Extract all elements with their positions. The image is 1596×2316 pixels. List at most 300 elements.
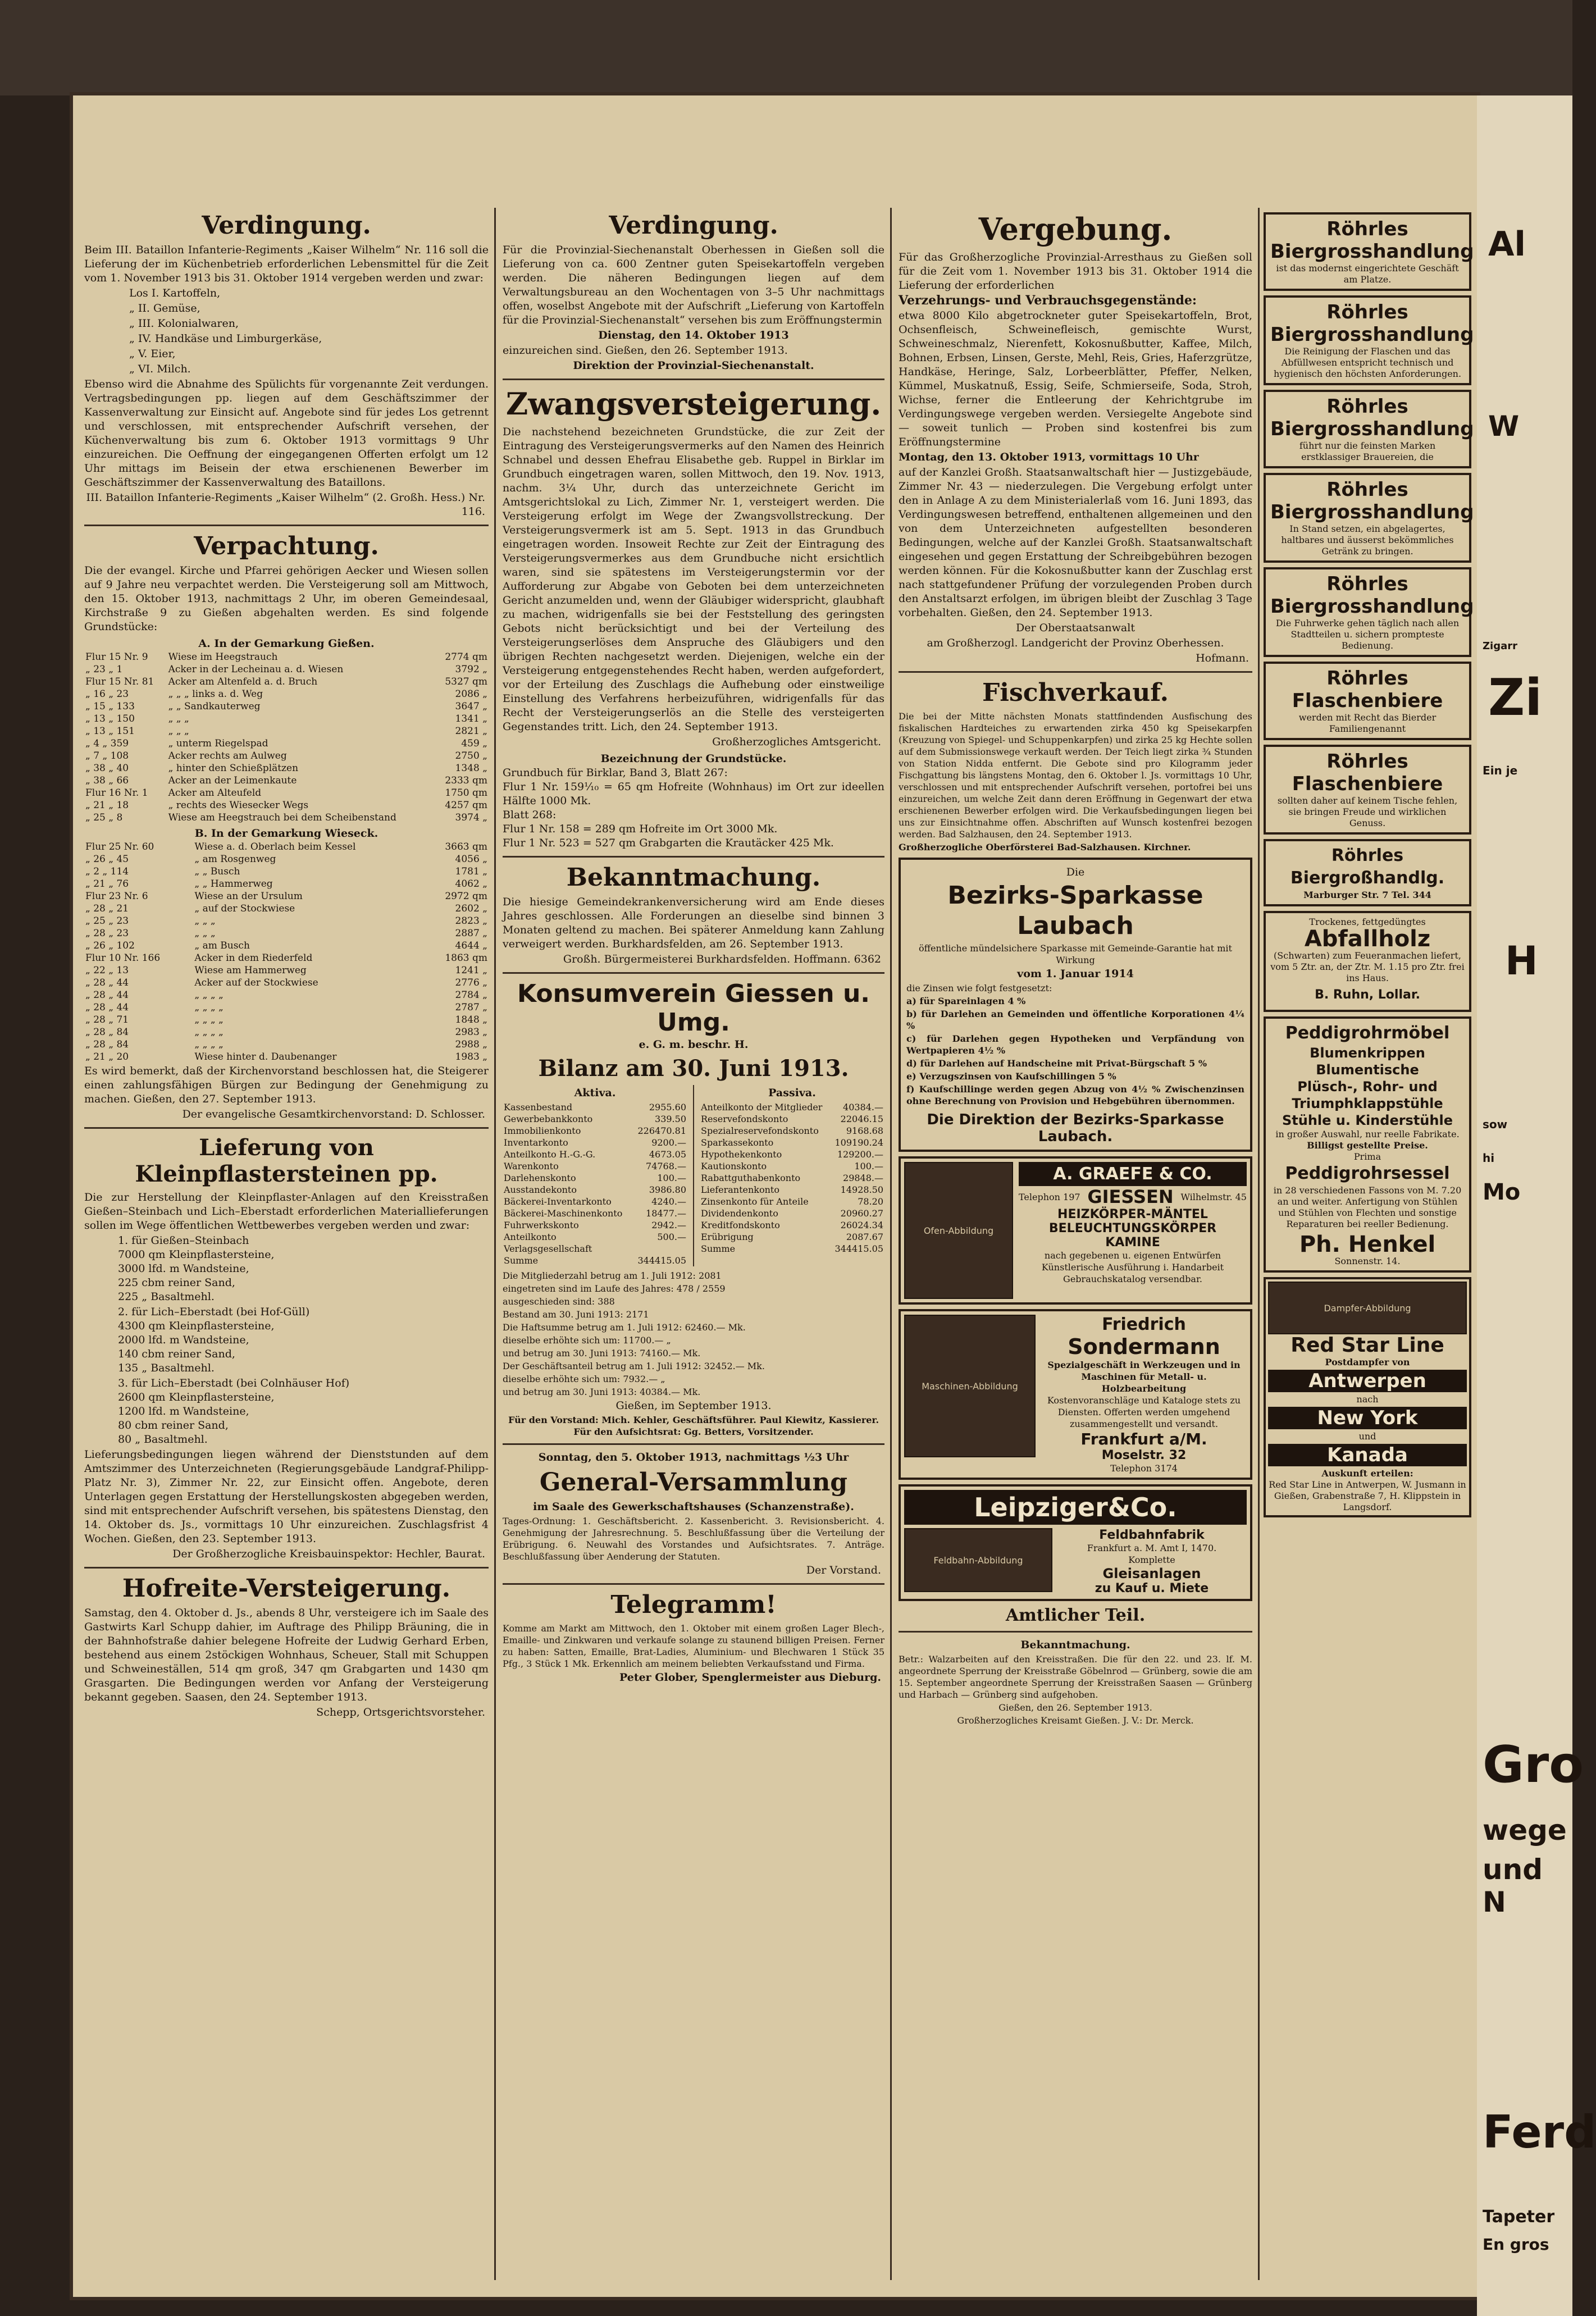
- divider: [84, 1127, 489, 1129]
- telegramm-signature: Peter Glober, Spenglermeister aus Dieburg.: [619, 1671, 881, 1684]
- parcel-desc: „ „ Hammerweg: [194, 878, 273, 890]
- parcel-area: 2784 „: [455, 990, 487, 1001]
- bezeichnung-body: Grundbuch für Birklar, Band 3, Blatt 267: Flur 1 Nr. 159¹⁄₁₀ = 65 qm Hofreite (Wohnhaus) im Ort zur ideellen Hälfte 1000 Mk. Blatt 268: Flur 1 Nr. 158 = 289 qm Hofreite im Ort 3000 Mk. Flur 1 Nr. 523 = 527 qm Grabgarten die Krautäcker 425 Mk.: [503, 767, 884, 849]
- roehrles-ad: [1264, 390, 1474, 468]
- amt-bekanntmachung-body: Betr.: Walzarbeiten auf den Kreisstraßen. Die für den 22. und 23. lf. M. angeordnete Sperrung der Kreisstraße Göbelnrod — Grünberg, sowie die am 15. September angeordnete Sperrung der Kreisstraßen Saasen — Grünberg und Harbach — Grünberg sind aufgehoben.: [899, 1654, 1252, 1700]
- parcel-desc: Acker auf der Stockwiese: [194, 977, 318, 988]
- divider: [899, 1631, 1252, 1633]
- redstar-sub: Postdampfer von: [1325, 1357, 1410, 1367]
- sondermann-name-1: Friedrich: [1102, 1315, 1186, 1334]
- passiva-value: 129200.—: [837, 1149, 883, 1160]
- passiva-heading: Passiva.: [768, 1087, 816, 1099]
- redstar-auskunft: Auskunft erteilen:: [1321, 1468, 1413, 1479]
- parcel-flur: „ 28 „ 21: [85, 903, 129, 914]
- passiva-label: Erübrigung: [701, 1232, 754, 1242]
- generalversammlung-place: im Saale des Gewerkschaftshauses (Schanzenstraße).: [533, 1501, 854, 1513]
- aktiva-label: Kassenbestand: [504, 1102, 573, 1113]
- sondermann-text: [1041, 1315, 1247, 1474]
- parcel-desc: Wiese im Heegstrauch: [168, 651, 278, 663]
- bilanz-passiva: [700, 1085, 884, 1266]
- verdingung-2-body2: einzureichen sind. Gießen, den 26. September 1913.: [503, 344, 788, 357]
- parcel-flur: „ 38 „ 40: [85, 763, 129, 774]
- newspaper-page: [73, 95, 1477, 2297]
- parcel-flur: „ 13 „ 150: [85, 713, 135, 724]
- divider: [503, 1583, 884, 1585]
- generalversammlung-signature: Der Vorstand.: [806, 1564, 881, 1576]
- parcel-area: 4056 „: [455, 854, 487, 865]
- aktiva-label: Ausstandekonto: [504, 1184, 577, 1195]
- parcel-row: [84, 799, 489, 811]
- konsumverein-subtitle: e. G. m. beschr. H.: [639, 1038, 749, 1051]
- bekanntmachung-signature: Großh. Bürgermeisterei Burkhardsfelden. Hoffmann. 6362: [563, 953, 881, 965]
- parcel-flur: „ 28 „ 44: [85, 977, 129, 988]
- next-page-edge: [1477, 95, 1596, 2316]
- fischverkauf-signature: Großherzogliche Oberförsterei Bad-Salzhausen. Kirchner.: [899, 842, 1191, 852]
- sparkasse-title: Bezirks-Sparkasse Laubach: [947, 881, 1203, 940]
- bilanz-note: ausgeschieden sind: 388: [503, 1296, 615, 1307]
- roehrles-ad: [1264, 295, 1474, 385]
- parcel-row: [84, 762, 489, 774]
- roehrles-text: sollten daher auf keinem Tische fehlen, sie bringen Freude und wirklichen Genuss.: [1277, 795, 1458, 828]
- peddigrohr-prima: Prima: [1353, 1151, 1381, 1162]
- parcel-row: [84, 713, 489, 725]
- bilanz-note: Die Haftsumme betrug am 1. Juli 1912: 62460.— Mk.: [503, 1322, 746, 1333]
- parcel-area: 2972 qm: [445, 891, 487, 902]
- passiva-label: Kreditfondskonto: [701, 1220, 780, 1230]
- sondermann-tel: Telephon 3174: [1110, 1463, 1178, 1474]
- passiva-value: 100.—: [854, 1161, 883, 1171]
- verdingung-2-body: Für die Provinzial-Siechenanstalt Oberhessen in Gießen soll die Lieferung von ca. 600 Zentner guten Speisekartoffeln vergeben werden. Die näheren Bedingungen liegen auf dem Verwaltungsbureau an den Wochentagen von 3–5 Uhr nachmittags offen, woselbst Angebote mit der Aufschrift „Lieferung von Kartoffeln für die Provinzial-Siechenanstalt“ versehen bis zum Eröffnungstermin: [503, 244, 884, 326]
- parcel-desc: „ „ „ „: [194, 1039, 224, 1050]
- passiva-label: Hypothekenkonto: [701, 1149, 782, 1160]
- parcel-desc: „ „ „: [194, 928, 216, 939]
- konsumverein-title: Konsumverein Giessen u. Umg.: [517, 979, 870, 1037]
- bilanz-table: [503, 1085, 884, 1266]
- redstar-ad: [1264, 1277, 1471, 1517]
- bilanz-vorstand: Für den Vorstand: Mich. Kehler, Geschäftsführer. Paul Kiewitz, Kassierer. Für den Aufsichtsrat: Gg. Betters, Vorsitzender.: [508, 1415, 879, 1437]
- roehrles-ads: [1264, 212, 1474, 835]
- peddigrohr-items: [1270, 1045, 1465, 1129]
- aktiva-label: Anteilkonto H.-G.-G.: [504, 1149, 596, 1160]
- scan-top-border: [0, 0, 1572, 95]
- parcel-desc: „ auf der Stockwiese: [194, 903, 295, 914]
- parcel-area: 1863 qm: [445, 952, 487, 964]
- roehrles-ad: [1264, 745, 1471, 835]
- aktiva-row: [503, 1255, 687, 1266]
- vergebung-signature-3: Hofmann.: [1196, 652, 1249, 664]
- parcel-row: [84, 853, 489, 865]
- bilanz-note: und betrug am 30. Juni 1913: 74160.— Mk.: [503, 1348, 701, 1358]
- roehrles-final-title: Röhrles Biergroßhandlg.: [1290, 846, 1445, 888]
- parcel-area: 3663 qm: [445, 841, 487, 852]
- passiva-value: 26024.34: [840, 1220, 883, 1230]
- peddigrohr-item: Stühle u. Kinderstühle: [1282, 1113, 1453, 1128]
- graefe-line: BELEUCHTUNGSKÖRPER: [1048, 1221, 1217, 1235]
- roehrles-addr: Marburger Str. 7 Tel. 344: [1303, 890, 1431, 900]
- parcel-row: [84, 787, 489, 799]
- passiva-row: [700, 1160, 884, 1172]
- parcel-desc: „ „ „ „: [194, 1014, 224, 1025]
- sondermann-note: Kostenvoranschläge und Kataloge stets zu Diensten. Offerten werden umgehend zusammengestellt und versandt.: [1047, 1395, 1241, 1429]
- divider: [503, 972, 884, 974]
- passiva-row: [700, 1148, 884, 1160]
- lieferung-body2: Lieferungsbedingungen liegen während der Dienststunden auf dem Amtszimmer des Unterzeichneten (Regierungsgebäude Landgraf-Philipp-Platz Nr. 3), Zimmer Nr. 22, zur Einsicht offen. Angebote, deren Unterlagen gegen Erstattung der Herstellungskosten abgegeben werden, sind mit entsprechender Aufschrift versehen, bis spätestens Dienstag, den 14. Oktober ds. Js., vormittags 10 Uhr einzureichen. Zuschlagsfrist 4 Wochen. Gießen, den 23. September 1913.: [84, 1448, 489, 1545]
- parcel-area: 5327 qm: [445, 676, 487, 687]
- sparkasse-signature: Die Direktion der Bezirks-Sparkasse Laubach.: [927, 1111, 1224, 1145]
- roehrles-ad: [1264, 212, 1474, 291]
- passiva-rows: [700, 1101, 884, 1255]
- parcel-desc: Acker an der Leimenkaute: [168, 775, 297, 786]
- sparkasse-die: Die: [1066, 866, 1085, 878]
- passiva-row: [700, 1243, 884, 1255]
- parcel-desc: Acker in der Lecheinau a. d. Wiesen: [168, 664, 344, 675]
- parcel-flur: „ 28 „ 84: [85, 1039, 129, 1050]
- parcel-desc: „ rechts des Wiesecker Wegs: [168, 800, 309, 811]
- passiva-value: 78.20: [858, 1196, 883, 1207]
- divider: [899, 671, 1252, 673]
- bilanz-title: Bilanz am 30. Juni 1913.: [538, 1055, 849, 1082]
- fragment-mo: Mo: [1483, 1179, 1521, 1205]
- lot-item: „ III. Kolonialwaren,: [129, 317, 239, 330]
- aktiva-value: 18477.—: [646, 1208, 686, 1219]
- fragment-engros: En gros: [1483, 2235, 1549, 2254]
- parcel-desc: Wiese a. d. Oberlach beim Kessel: [194, 841, 356, 852]
- roehrles-ad: [1264, 662, 1471, 740]
- parcel-desc: Acker rechts am Aulweg: [168, 750, 287, 762]
- roehrles-text: werden mit Recht das Bierder Familiengenannt: [1298, 712, 1437, 734]
- aktiva-label: Warenkonto: [504, 1161, 559, 1171]
- parcel-flur: Flur 15 Nr. 9: [85, 651, 148, 663]
- bilanz-divider: [693, 1085, 694, 1266]
- passiva-label: Rabattguthabenkonto: [701, 1173, 801, 1183]
- redstar-newyork: New York: [1268, 1407, 1467, 1429]
- roehrles-title: Röhrles Biergrosshandlung: [1270, 478, 1474, 523]
- fragment-al: Al: [1488, 225, 1526, 264]
- amt-bekanntmachung-date: Gießen, den 26. September 1913.: [998, 1702, 1152, 1713]
- column-2: [503, 208, 884, 1686]
- vergebung-subtitle: Verzehrungs- und Verbrauchsgegenstände:: [899, 293, 1197, 308]
- aktiva-value: 339.50: [655, 1114, 686, 1124]
- sparkasse-ad: [899, 858, 1252, 1152]
- aktiva-label: Darlehenskonto: [504, 1173, 576, 1183]
- verpachtung-title: Verpachtung.: [194, 532, 379, 560]
- graefe-ad: [899, 1156, 1252, 1305]
- parcel-table-giessen: [84, 651, 489, 824]
- verdingung-1-body: Beim III. Bataillon Infanterie-Regiments „Kaiser Wilhelm“ Nr. 116 soll die Lieferung der im Küchenbetrieb erforderlichen Lebensmittel für die Zeit vom 1. November 1913 bis 31. Oktober 1914 vergeben werden und zwar:: [84, 244, 489, 284]
- passiva-row: [700, 1172, 884, 1184]
- parcel-row: [84, 952, 489, 964]
- fragment-tapeter: Tapeter: [1483, 2207, 1555, 2227]
- aktiva-label: Fuhrwerkskonto: [504, 1220, 579, 1230]
- graefe-city: GIESSEN: [1087, 1186, 1174, 1207]
- parcel-area: 2823 „: [455, 915, 487, 927]
- parcel-flur: „ 21 „ 18: [85, 800, 129, 811]
- bilanz-note: Bestand am 30. Juni 1913: 2171: [503, 1309, 649, 1320]
- parcel-area: 2988 „: [455, 1039, 487, 1050]
- leipziger-ad: [899, 1484, 1252, 1601]
- passiva-value: 2087.67: [846, 1232, 883, 1242]
- hofreite-title: Hofreite-Versteigerung.: [122, 1574, 451, 1603]
- aktiva-label: Immobilienkonto: [504, 1125, 581, 1136]
- parcel-flur: „ 22 „ 13: [85, 965, 129, 976]
- bekanntmachung-title: Bekanntmachung.: [566, 863, 821, 892]
- parcel-row: [84, 841, 489, 853]
- passiva-value: 109190.24: [835, 1137, 883, 1148]
- fragment-undn: und N: [1483, 1853, 1543, 1918]
- passiva-label: Spezialreservefondskonto: [701, 1125, 819, 1136]
- fragment-w: W: [1488, 410, 1520, 443]
- fischverkauf-body: Die bei der Mitte nächsten Monats stattfindenden Ausfischung des fiskalischen Hardteiches zu erwartenden zirka 450 kg Speisekarpfen (Kreuzung von Spiegel- und Schuppenkarpfen) und zirka 25 kg Hechte sollen auf dem Submissionswege verkauft werden. Der Teich liegt zirka ¾ Stunden von Station Nidda entfernt. Die Gebote sind pro Kilogramm jeder Fischgattung bis längstens Montag, den 6. Oktober l. Js. vormittags 10 Uhr, verschlossen und mit entsprechender Aufschrift versehen, portofrei bei uns einzureichen, um welche Zeit dann deren Eröffnung in Gegenwart der etwa erschienenen Bewerber erfolgen wird. Die Verkaufsbedingungen liegen bei uns zur Einsichtnahme offen. Abschriften auf Wunsch kostenfrei bezogen werden. Bad Salzhausen, den 24. September 1913.: [899, 711, 1252, 840]
- verdingung-1-body2: Ebenso wird die Abnahme des Spülichts für vorgenannte Zeit verdungen. Vertragsbedingungen pp. liegen auf dem Geschäftszimmer der Kassenverwaltung zur Einsicht auf. Angebote sind für jedes Los getrennt und verschlossen, mit entsprechender Aufschrift versehen, der Küchenverwaltung bis zum 6. Oktober 1913 vormittags 9 Uhr einzureichen. Die Oeffnung der eingegangenen Offerten erfolgt um 12 Uhr mittags im Beisein der etwa erschienenen Bewerber im Geschäftszimmer der Kassenverwaltung des Bataillons.: [84, 378, 489, 489]
- parcel-row: [84, 878, 489, 890]
- zwangsversteigerung-title: Zwangsversteigerung.: [505, 386, 882, 422]
- aktiva-value: 500.—: [657, 1232, 686, 1242]
- parcel-row: [84, 1014, 489, 1026]
- parcel-area: 1750 qm: [445, 787, 487, 799]
- vergebung-signature-1: Der Oberstaatsanwalt: [1016, 622, 1135, 634]
- parcel-row: [84, 676, 489, 688]
- parcel-flur: „ 26 „ 45: [85, 854, 129, 865]
- passiva-label: Zinsenkonto für Anteile: [701, 1196, 809, 1207]
- aktiva-rows: [503, 1101, 687, 1266]
- passiva-label: Summe: [701, 1243, 736, 1254]
- parcel-area: 2602 „: [455, 903, 487, 914]
- parcel-row: [84, 1038, 489, 1051]
- aktiva-heading: Aktiva.: [574, 1087, 616, 1099]
- fragment-wege: wege: [1483, 1814, 1567, 1847]
- parcel-row: [84, 902, 489, 915]
- hofreite-signature: Schepp, Ortsgerichtsvorsteher.: [316, 1706, 485, 1718]
- henkel-name: Ph. Henkel: [1299, 1232, 1436, 1257]
- parcel-desc: „ „ Sandkauterweg: [168, 701, 261, 712]
- parcel-desc: Acker am Altenfeld a. d. Bruch: [168, 676, 318, 687]
- parcel-desc: „ am Rosgenweg: [194, 854, 276, 865]
- passiva-value: 14928.50: [840, 1184, 883, 1195]
- passiva-row: [700, 1184, 884, 1196]
- lot-item: „ IV. Handkäse und Limburgerkäse,: [129, 332, 322, 345]
- passiva-row: [700, 1137, 884, 1148]
- column-4-ads: [1264, 208, 1474, 1522]
- parcel-flur: „ 28 „ 23: [85, 928, 129, 939]
- bilanz-aktiva: [503, 1085, 687, 1266]
- passiva-row: [700, 1101, 884, 1113]
- column-3: [899, 208, 1252, 1727]
- parcel-flur: „ 4 „ 359: [85, 738, 129, 749]
- parcel-row: [84, 915, 489, 927]
- parcel-desc: „ „ „: [194, 915, 216, 927]
- peddigrohr-body: in großer Auswahl, nur reelle Fabrikate.: [1275, 1129, 1460, 1139]
- aktiva-value: 2955.60: [649, 1102, 686, 1113]
- lot-item: Los I. Kartoffeln,: [129, 287, 221, 299]
- parcel-desc: Wiese an der Ursulum: [194, 891, 303, 902]
- gemarkung-giessen: A. In der Gemarkung Gießen.: [198, 637, 375, 650]
- lot-item: „ VI. Milch.: [129, 363, 191, 375]
- divider: [503, 856, 884, 858]
- redstar-kanada: Kanada: [1268, 1444, 1467, 1466]
- parcel-row: [84, 989, 489, 1001]
- aktiva-label: Inventarkonto: [504, 1137, 568, 1148]
- parcel-desc: Acker in dem Riederfeld: [194, 952, 313, 964]
- roehrles-title: Röhrles Biergrosshandlung: [1270, 395, 1474, 440]
- amtlicher-teil: Amtlicher Teil.: [1005, 1606, 1146, 1625]
- passiva-value: 22046.15: [840, 1114, 883, 1124]
- parcel-desc: „ am Busch: [194, 940, 250, 951]
- roehrles-title: Röhrles Biergrosshandlung: [1270, 218, 1474, 263]
- parcel-area: 4644 „: [455, 940, 487, 951]
- parcel-flur: „ 38 „ 66: [85, 775, 129, 786]
- parcel-flur: „ 16 „ 23: [85, 689, 129, 700]
- parcel-row: [84, 663, 489, 676]
- roehrles-final: [1264, 839, 1471, 906]
- telegramm-body: Komme am Markt am Mittwoch, den 1. Oktober mit einem großen Lager Blech-, Emaille- und Zinkwaren und verkaufe solange zu staunend billigen Preisen. Ferner zu haben: Satten, Emaille, Brat-Ladies, Aluminium- und Blechwaren 1 Stück 35 Pfg., 3 Stück 1 Mk. Erkennlich am meinem beliebten Verkaufsstand und Firma.: [503, 1623, 884, 1669]
- roehrles-title: Röhrles Flaschenbiere: [1292, 667, 1443, 712]
- verpachtung-body: Die der evangel. Kirche und Pfarrei gehörigen Aecker und Wiesen sollen auf 9 Jahre neu verpachtet werden. Die Versteigerung soll am Mittwoch, den 15. Oktober 1913, nachmittags 2 Uhr, im oberen Gemeindesaal, Kirchstraße 9 zu Gießen abgehalten werden. Es sind folgende Grundstücke:: [84, 564, 489, 633]
- graefe-addr: Wilhelmstr. 45: [1180, 1191, 1247, 1202]
- peddigrohr-title: Peddigrohrmöbel: [1285, 1023, 1450, 1043]
- generalversammlung-title: General-Versammlung: [539, 1468, 848, 1497]
- fragment-zi: Zi: [1488, 668, 1543, 727]
- passiva-label: Anteilkonto der Mitglieder: [701, 1102, 823, 1113]
- peddigrohr-item: Blumentische: [1316, 1062, 1419, 1078]
- aktiva-row: [503, 1196, 687, 1207]
- roehrles-ad: [1264, 567, 1474, 657]
- parcel-area: 2774 qm: [445, 651, 487, 663]
- sparkasse-intro: öffentliche mündelsichere Sparkasse mit Gemeinde-Garantie hat mit Wirkung: [919, 943, 1232, 965]
- parcel-area: 3647 „: [455, 701, 487, 712]
- aktiva-label: Gewerbebankkonto: [504, 1114, 593, 1124]
- abfallholz-body: (Schwarten) zum Feueranmachen liefert, vom 5 Ztr. an, der Ztr. M. 1.15 pro Ztr. frei ins Haus.: [1270, 950, 1465, 983]
- redstar-und: und: [1358, 1431, 1376, 1442]
- lieferung-items: [118, 1234, 489, 1447]
- sparkasse-rate: d) für Darlehen auf Handscheine mit Privat-Bürgschaft 5 %: [906, 1058, 1207, 1069]
- parcel-row: [84, 737, 489, 750]
- divider: [503, 379, 884, 380]
- parcel-flur: „ 21 „ 20: [85, 1051, 129, 1063]
- fragment-h: H: [1505, 938, 1538, 984]
- vergebung-body: Für das Großherzogliche Provinzial-Arresthaus zu Gießen soll für die Zeit vom 1. November 1913 bis 31. Oktober 1914 die Lieferung der erforderlichen: [899, 251, 1252, 291]
- parcel-row: [84, 811, 489, 824]
- parcel-area: 2750 „: [455, 750, 487, 762]
- parcel-desc: „ „ „ „: [194, 990, 224, 1001]
- bilanz-note: Die Mitgliederzahl betrug am 1. Juli 1912: 2081: [503, 1270, 722, 1281]
- graefe-line: KAMINE: [1105, 1235, 1160, 1250]
- sondermann-city: Frankfurt a/M.: [1080, 1430, 1207, 1448]
- parcel-desc: „ hinter den Schießplätzen: [168, 763, 299, 774]
- lot-item: „ II. Gemüse,: [129, 302, 200, 314]
- graefe-text: [1019, 1162, 1247, 1299]
- bilanz-note: dieselbe erhöhte sich um: 11700.— „: [503, 1335, 671, 1346]
- aktiva-row: [503, 1219, 687, 1231]
- parcel-area: 2983 „: [455, 1027, 487, 1038]
- leipziger-gleis: Gleisanlagen: [1102, 1566, 1201, 1581]
- parcel-flur: „ 7 „ 108: [85, 750, 129, 762]
- verdingung-2-date: Dienstag, den 14. Oktober 1913: [598, 329, 789, 341]
- telegramm-title: Telegramm!: [610, 1590, 777, 1619]
- parcel-row: [84, 1026, 489, 1038]
- vergebung-body2: etwa 8000 Kilo abgetrockneter guter Speisekartoffeln, Brot, Ochsenfleisch, Schweinefleisch, gemischte Wurst, Schweineschmalz, Nierenfett, Kokosnußbutter, Kaffee, Milch, Bohnen, Erbsen, Linsen, Gerste, Mehl, Reis, Gries, Haferzgrütze, Handkäse, Heringe, Salz, Lorbeerblätter, Pfeffer, Nelken, Kümmel, Muskatnuß, Essig, Seife, Schmierseife, Soda, Stroh, Wichse, ferner die Entleerung der Kehrichtgrube im Verdingungswege vergeben werden. Versiegelte Angebote sind — soweit tunlich — Proben sind kostenfrei bis zum Eröffnungstermine: [899, 309, 1252, 448]
- leipziger-miete: zu Kauf u. Miete: [1095, 1581, 1209, 1595]
- parcel-area: 459 „: [461, 738, 487, 749]
- divider: [503, 1443, 884, 1445]
- parcel-flur: „ 21 „ 76: [85, 878, 129, 890]
- roehrles-ad: [1264, 473, 1474, 563]
- vergebung-date: Montag, den 13. Oktober 1913, vormittags 10 Uhr: [899, 451, 1199, 463]
- parcel-flur: „ 28 „ 84: [85, 1027, 129, 1038]
- lieferung-item: 1. für Gießen–Steinbach 7000 qm Kleinpflastersteine, 3000 lfd. m Wandsteine, 225 cbm reiner Sand, 225 „ Basaltmehl.: [118, 1234, 275, 1303]
- roehrles-title: Röhrles Biergrosshandlung: [1270, 573, 1474, 618]
- bilanz-note: und betrug am 30. Juni 1913: 40384.— Mk.: [503, 1387, 701, 1397]
- graefe-city-row: [1019, 1186, 1247, 1207]
- gemarkung-wieseck: B. In der Gemarkung Wieseck.: [194, 827, 379, 840]
- lot-item: „ V. Eier,: [129, 348, 176, 360]
- parcel-area: 1348 „: [455, 763, 487, 774]
- parcel-row: [84, 651, 489, 663]
- parcel-flur: „ 2 „ 114: [85, 866, 129, 877]
- aktiva-value: 2942.—: [651, 1220, 686, 1230]
- graefe-lines: [1019, 1207, 1247, 1250]
- fragment-ferd: Ferd: [1483, 2106, 1596, 2158]
- peddigrohr-billig: Billigst gestellte Preise.: [1307, 1140, 1428, 1151]
- parcel-row: [84, 725, 489, 737]
- verdingung-1-title: Verdingung.: [202, 211, 371, 240]
- roehrles-text: In Stand setzen, ein abgelagertes, haltbares und äusserst bekömmliches Getränk zu bringen.: [1281, 523, 1454, 557]
- parcel-row: [84, 890, 489, 902]
- roehrles-text: führt nur die feinsten Marken erstklassiger Brauereien, die: [1299, 440, 1436, 462]
- sondermann-name-2: Sondermann: [1068, 1334, 1220, 1359]
- lieferung-item: 2. für Lich–Eberstadt (bei Hof-Güll) 4300 qm Kleinpflastersteine, 2000 lfd. m Wandsteine, 140 cbm reiner Sand, 135 „ Basaltmehl.: [118, 1306, 310, 1374]
- parcel-area: 3792 „: [455, 664, 487, 675]
- aktiva-row: [503, 1101, 687, 1113]
- passiva-row: [700, 1231, 884, 1243]
- passiva-row: [700, 1196, 884, 1207]
- parcel-flur: „ 23 „ 1: [85, 664, 123, 675]
- ship-illustration: Dampfer-Abbildung: [1268, 1282, 1467, 1334]
- aktiva-row: [503, 1207, 687, 1219]
- parcel-table-wieseck: [84, 841, 489, 1063]
- column-rule: [890, 208, 892, 2280]
- parcel-desc: Wiese am Heegstrauch bei dem Scheibenstand: [168, 812, 396, 823]
- aktiva-row: [503, 1125, 687, 1137]
- vergebung-body3: auf der Kanzlei Großh. Staatsanwaltschaft hier — Justizgebäude, Zimmer Nr. 43 — niederzulegen. Die Vergebung erfolgt unter den in Anlage A zu dem Ministerialerlaß vom 16. Juni 1893, das Verdingungswesen betreffend, enthaltenen allgemeinen und den von dem Unterzeichneten aufgestellten besonderen Bedingungen, welche auf der Kanzlei Großh. Staatsanwaltschaft eingesehen und gegen Erstattung der Schreibgebühren bezogen werden können. Für die Kokosnußbutter kann der Zuschlag erst nach stattgefundener Prüfung der vorzulegenden Proben durch den Anstaltsarzt erfolgen, im übrigen bleibt der Zuschlag 3 Tage vorbehalten. Gießen, den 24. September 1913.: [899, 466, 1252, 619]
- parcel-area: 1983 „: [455, 1051, 487, 1063]
- fragment-hi: hi: [1483, 1151, 1495, 1165]
- parcel-flur: Flur 10 Nr. 166: [85, 952, 161, 964]
- bilanz-notes: [503, 1270, 884, 1398]
- parcel-row: [84, 1001, 489, 1014]
- vergebung-signature-2: am Großherzogl. Landgericht der Provinz Oberhessen.: [927, 637, 1224, 649]
- parcel-desc: „ „ „: [168, 726, 189, 737]
- aktiva-row: [503, 1231, 687, 1255]
- parcel-row: [84, 977, 489, 989]
- parcel-flur: Flur 23 Nr. 6: [85, 891, 148, 902]
- leipziger-komplette: Komplette: [1128, 1554, 1175, 1565]
- roehrles-text: Die Fuhrwerke gehen täglich nach allen Stadtteilen u. sichern prompteste Bedienung.: [1275, 618, 1460, 651]
- aktiva-value: 9200.—: [651, 1137, 686, 1148]
- parcel-area: 2887 „: [455, 928, 487, 939]
- fragment-sow: sow: [1483, 1118, 1508, 1131]
- abfallholz-signature: B. Ruhn, Lollar.: [1315, 988, 1420, 1002]
- peddigrohr-ad: [1264, 1016, 1471, 1273]
- abfallholz-pre: Trockenes, fettgedüngtes: [1309, 917, 1426, 927]
- peddigrohr-sessel: Peddigrohrsessel: [1285, 1164, 1450, 1183]
- leipziger-addr: Frankfurt a. M. Amt I, 1470.: [1087, 1543, 1217, 1553]
- parcel-area: 2776 „: [455, 977, 487, 988]
- aktiva-row: [503, 1160, 687, 1172]
- aktiva-row: [503, 1172, 687, 1184]
- roehrles-title: Röhrles Flaschenbiere: [1292, 750, 1443, 795]
- peddigrohr-item: Triumphklappstühle: [1292, 1096, 1443, 1111]
- zwangsversteigerung-body: Die nachstehend bezeichneten Grundstücke, die zur Zeit der Eintragung des Versteigerungsvermerks auf den Namen des Heinrich Schnabel und dessen Ehefrau Elisabethe geb. Ruppel in Birklar im Grundbuch eingetragen waren, sollen Mittwoch, den 19. Nov. 1913, nachm. 3¼ Uhr, durch das unterzeichnete Gericht im Amtsgerichtslokal zu Lich, Zimmer Nr. 1, versteigert werden. Die Versteigerung erfolgt im Wege der Zwangsvollstreckung. Der Versteigerungsvermerk ist am 5. Sept. 1913 in das Grundbuch eingetragen worden. Insoweit Rechte zur Zeit der Eintragung des Versteigerungsvermerkes aus dem Grundbuche nicht ersichtlich waren, sind sie spätestens im Versteigerungstermin vor der Aufforderung zur Abgabe von Geboten bei dem unterzeichneten Gericht anzumelden und, wenn der Gläubiger widerspricht, glaubhaft zu machen, widrigenfalls sie bei der Feststellung des geringsten Gebots nicht berücksichtigt und bei der Verteilung des Versteigerungserlöses dem Anspruche des Gläubigers und den übrigen Rechten nachgesetzt werden. Diejenigen, welche ein der Versteigerung entgegenstehendes Recht haben, werden aufgefordert, vor der Erteilung des Zuschlags die Aufhebung oder einstweilige Einstellung des Verfahrens herbeizuführen, widrigenfalls für das Recht der Versteigerungserlös an die Stelle des versteigerten Gegenstandes tritt. Lich, den 24. September 1913.: [503, 426, 884, 733]
